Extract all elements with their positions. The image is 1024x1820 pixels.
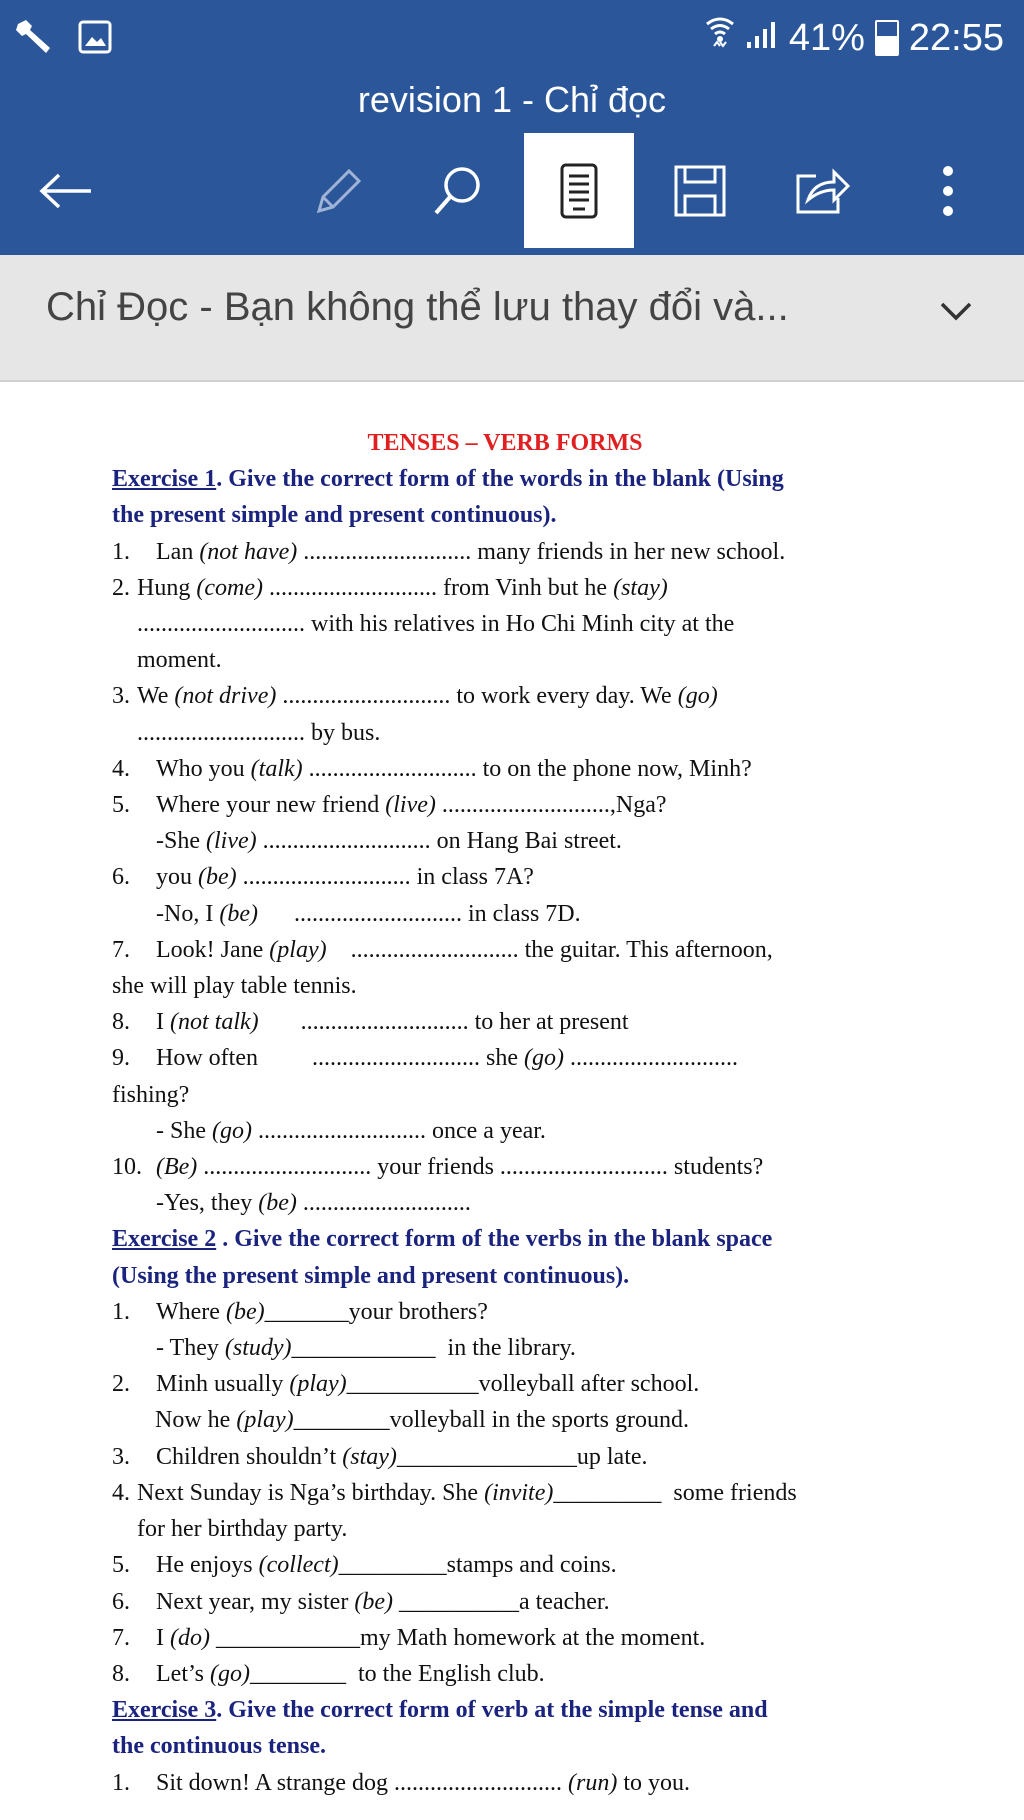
image-icon xyxy=(78,20,112,59)
battery-percent: 41% xyxy=(788,17,865,59)
list-item: - She (go) ............................ once a year. xyxy=(156,1117,546,1144)
wifi-icon xyxy=(705,8,735,68)
share-button[interactable] xyxy=(767,133,877,248)
exercise-1-heading: Exercise 1. Give the correct form of the words in the blank (Using xyxy=(112,466,784,493)
list-item: she will play table tennis. xyxy=(112,973,357,1000)
list-item: Now he (play)________volleyball in the sports ground. xyxy=(155,1407,689,1434)
list-item: 1. Where (be)_______your brothers? xyxy=(112,1298,488,1325)
list-item: 6. you (be) ............................ in class 7A? xyxy=(112,864,534,891)
exercise-1-label: Exercise 1 xyxy=(112,466,217,493)
list-item: -No, I (be) ............................ in class 7D. xyxy=(156,900,581,927)
list-item: 8. Let’s (go)________ to the English club. xyxy=(112,1660,545,1687)
status-bar xyxy=(0,0,1024,75)
read-only-message: Chỉ Đọc - Bạn không thể lưu thay đổi và... xyxy=(46,285,789,329)
list-item: ............................ by bus. xyxy=(137,719,381,746)
expand-banner-button[interactable] xyxy=(938,300,974,329)
list-item: for her birthday party. xyxy=(137,1516,348,1543)
exercise-3-heading: Exercise 3. Give the correct form of verb at the simple tense and xyxy=(112,1697,768,1724)
document-title: revision 1 - Chỉ đọc xyxy=(357,79,667,120)
back-arrow-icon xyxy=(37,171,93,211)
signal-icon xyxy=(745,8,779,68)
list-item: 10. (Be) ............................ your friends ............................ students? xyxy=(112,1154,764,1181)
chevron-down-icon xyxy=(938,300,974,324)
mobile-view-icon xyxy=(559,162,599,220)
search-icon xyxy=(428,161,488,221)
document-heading: TENSES – VERB FORMS xyxy=(367,430,643,456)
wrench-icon xyxy=(14,18,56,61)
list-item: -She (live) ............................ on Hang Bai street. xyxy=(156,828,622,855)
list-item: 3. We (not drive) ............................ to work every day. We (go) xyxy=(112,683,718,710)
share-icon xyxy=(792,164,852,218)
list-item: 4. Next Sunday is Nga’s birthday. She (invite)_________ some friends xyxy=(112,1479,797,1506)
exercise-3-list xyxy=(112,1765,912,1801)
clock: 22:55 xyxy=(908,17,1004,59)
exercise-2-list xyxy=(112,1294,912,1692)
list-item: -Yes, they (be) ............................ xyxy=(156,1190,471,1217)
app-bar xyxy=(0,75,1024,255)
list-item: 1. Lan (not have) ............................ many friends in her new school. xyxy=(112,538,786,565)
list-item: 2. Hung (come) ............................ from Vinh but he (stay) xyxy=(112,574,668,601)
list-item: fishing? xyxy=(112,1081,190,1108)
search-button[interactable] xyxy=(403,133,513,248)
list-item: 7. Look! Jane (play) ............................ the guitar. This afternoon, xyxy=(112,936,773,963)
list-item: 3. Children shouldn’t (stay)_______________up late. xyxy=(112,1443,648,1470)
list-item: 5. He enjoys (collect)_________stamps and coins. xyxy=(112,1552,617,1579)
list-item: ............................ with his relatives in Ho Chi Minh city at the xyxy=(137,611,735,638)
read-only-banner[interactable] xyxy=(0,255,1024,382)
list-item: 5. Where your new friend (live) ............................,Nga? xyxy=(112,792,667,819)
exercise-3-label: Exercise 3 xyxy=(112,1697,217,1724)
back-button[interactable] xyxy=(10,133,120,248)
exercise-2-label: Exercise 2 xyxy=(112,1226,217,1253)
save-icon xyxy=(673,164,727,218)
more-options-button[interactable] xyxy=(893,133,1003,248)
list-item: 1. Sit down! A strange dog ............................ (run) to you. xyxy=(112,1769,690,1796)
save-button[interactable] xyxy=(645,133,755,248)
exercise-2-instruction: (Using the present simple and present continuous). xyxy=(112,1262,630,1289)
list-item: 7. I (do) ____________my Math homework at the moment. xyxy=(112,1624,706,1651)
document-body xyxy=(112,425,912,1801)
list-item: moment. xyxy=(137,647,222,674)
list-item: - They (study)____________ in the library. xyxy=(156,1335,576,1362)
list-item: 9. How often ............................ she (go) ............................ xyxy=(112,1045,738,1072)
edit-button[interactable] xyxy=(282,133,392,248)
battery-icon xyxy=(875,20,899,56)
mobile-view-button[interactable] xyxy=(524,133,634,248)
list-item: 6. Next year, my sister (be) __________a teacher. xyxy=(112,1588,610,1615)
pencil-icon xyxy=(309,163,365,219)
list-item: 4. Who you (talk) ............................ to on the phone now, Minh? xyxy=(112,755,752,782)
exercise-1-instruction: the present simple and present continuous). xyxy=(112,502,557,529)
list-item: 2. Minh usually (play)___________volleyball after school. xyxy=(112,1371,700,1398)
exercise-1-list xyxy=(112,534,912,1222)
list-item: 8. I (not talk) ............................ to her at present xyxy=(112,1009,629,1036)
exercise-2-heading: Exercise 2 . Give the correct form of the verbs in the blank space xyxy=(112,1226,773,1253)
exercise-3-instruction: the continuous tense. xyxy=(112,1733,327,1760)
more-vertical-icon xyxy=(938,163,958,219)
